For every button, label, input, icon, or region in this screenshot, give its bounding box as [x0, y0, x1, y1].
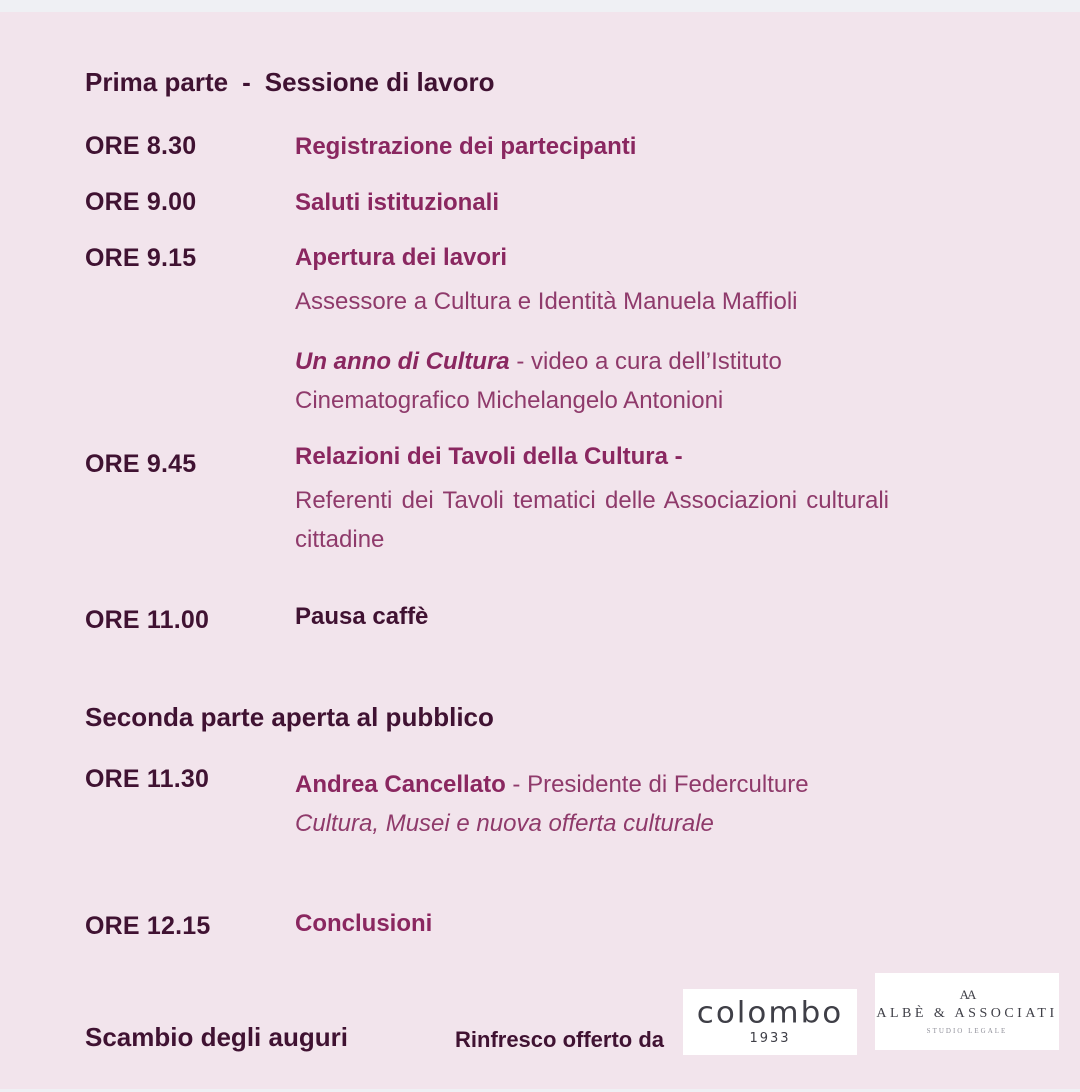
time-1215: ORE 12.15 [85, 912, 211, 940]
time-1130: ORE 11.30 [85, 765, 210, 793]
speaker-separator: - [505, 771, 528, 798]
refreshment-label: Rinfresco offerto da [455, 1027, 665, 1052]
session-line-cancellato [295, 765, 809, 804]
video-line1-rest: video a cura dell’Istituto [530, 348, 782, 375]
closing-text: Scambio degli auguri [85, 1022, 348, 1052]
session-speaker-apertura: Assessore a Cultura e Identità Manuela Maffioli [295, 288, 798, 315]
albe-monogram-icon: AA [959, 987, 975, 1002]
albe-associati-logo [875, 973, 1059, 1050]
session-title-registrazione: Registrazione dei partecipanti [295, 133, 637, 160]
colombo-logo-name: colombo [696, 995, 844, 1031]
relazioni-title-dash: - [667, 443, 683, 470]
speaker-role: Presidente di Federculture [527, 771, 809, 798]
colombo-logo-year: 1933 [749, 1031, 791, 1046]
video-title: Un anno di Cultura [295, 348, 510, 375]
part1-dash: - [242, 67, 251, 97]
time-0915: ORE 9.15 [85, 244, 197, 272]
albe-logo-name: ALBÈ & ASSOCIATI [876, 1006, 1058, 1021]
colombo-logo [683, 989, 857, 1055]
session-title-conclusioni: Conclusioni [295, 910, 433, 937]
session-title-saluti: Saluti istituzionali [295, 189, 500, 216]
part1-heading [85, 67, 495, 98]
video-line1 [295, 342, 782, 381]
session-body-relazioni: Referenti dei Tavoli tematici delle Associazioni culturali cittadine [295, 487, 889, 553]
session-title-pausa: Pausa caffè [295, 603, 429, 630]
part1-subtitle: Sessione di lavoro [264, 67, 495, 97]
albe-logo-subtitle: STUDIO LEGALE [926, 1027, 1008, 1035]
video-line2: Cinematografico Michelangelo Antonioni [295, 387, 724, 414]
time-0830: ORE 8.30 [85, 132, 197, 160]
video-separator: - [509, 348, 531, 375]
relazioni-title-text: Relazioni dei Tavoli della Cultura [295, 443, 668, 470]
time-0900: ORE 9.00 [85, 188, 197, 216]
speaker-name: Andrea Cancellato [295, 771, 506, 798]
session-topic-cancellato: Cultura, Musei e nuova offerta culturale [295, 810, 714, 837]
part2-heading: Seconda parte aperta al pubblico [85, 702, 494, 732]
session-title-apertura: Apertura dei lavori [295, 244, 508, 271]
part1-title: Prima parte [85, 67, 229, 97]
session-title-relazioni [295, 443, 683, 471]
time-0945: ORE 9.45 [85, 450, 197, 478]
time-1100: ORE 11.00 [85, 606, 210, 634]
